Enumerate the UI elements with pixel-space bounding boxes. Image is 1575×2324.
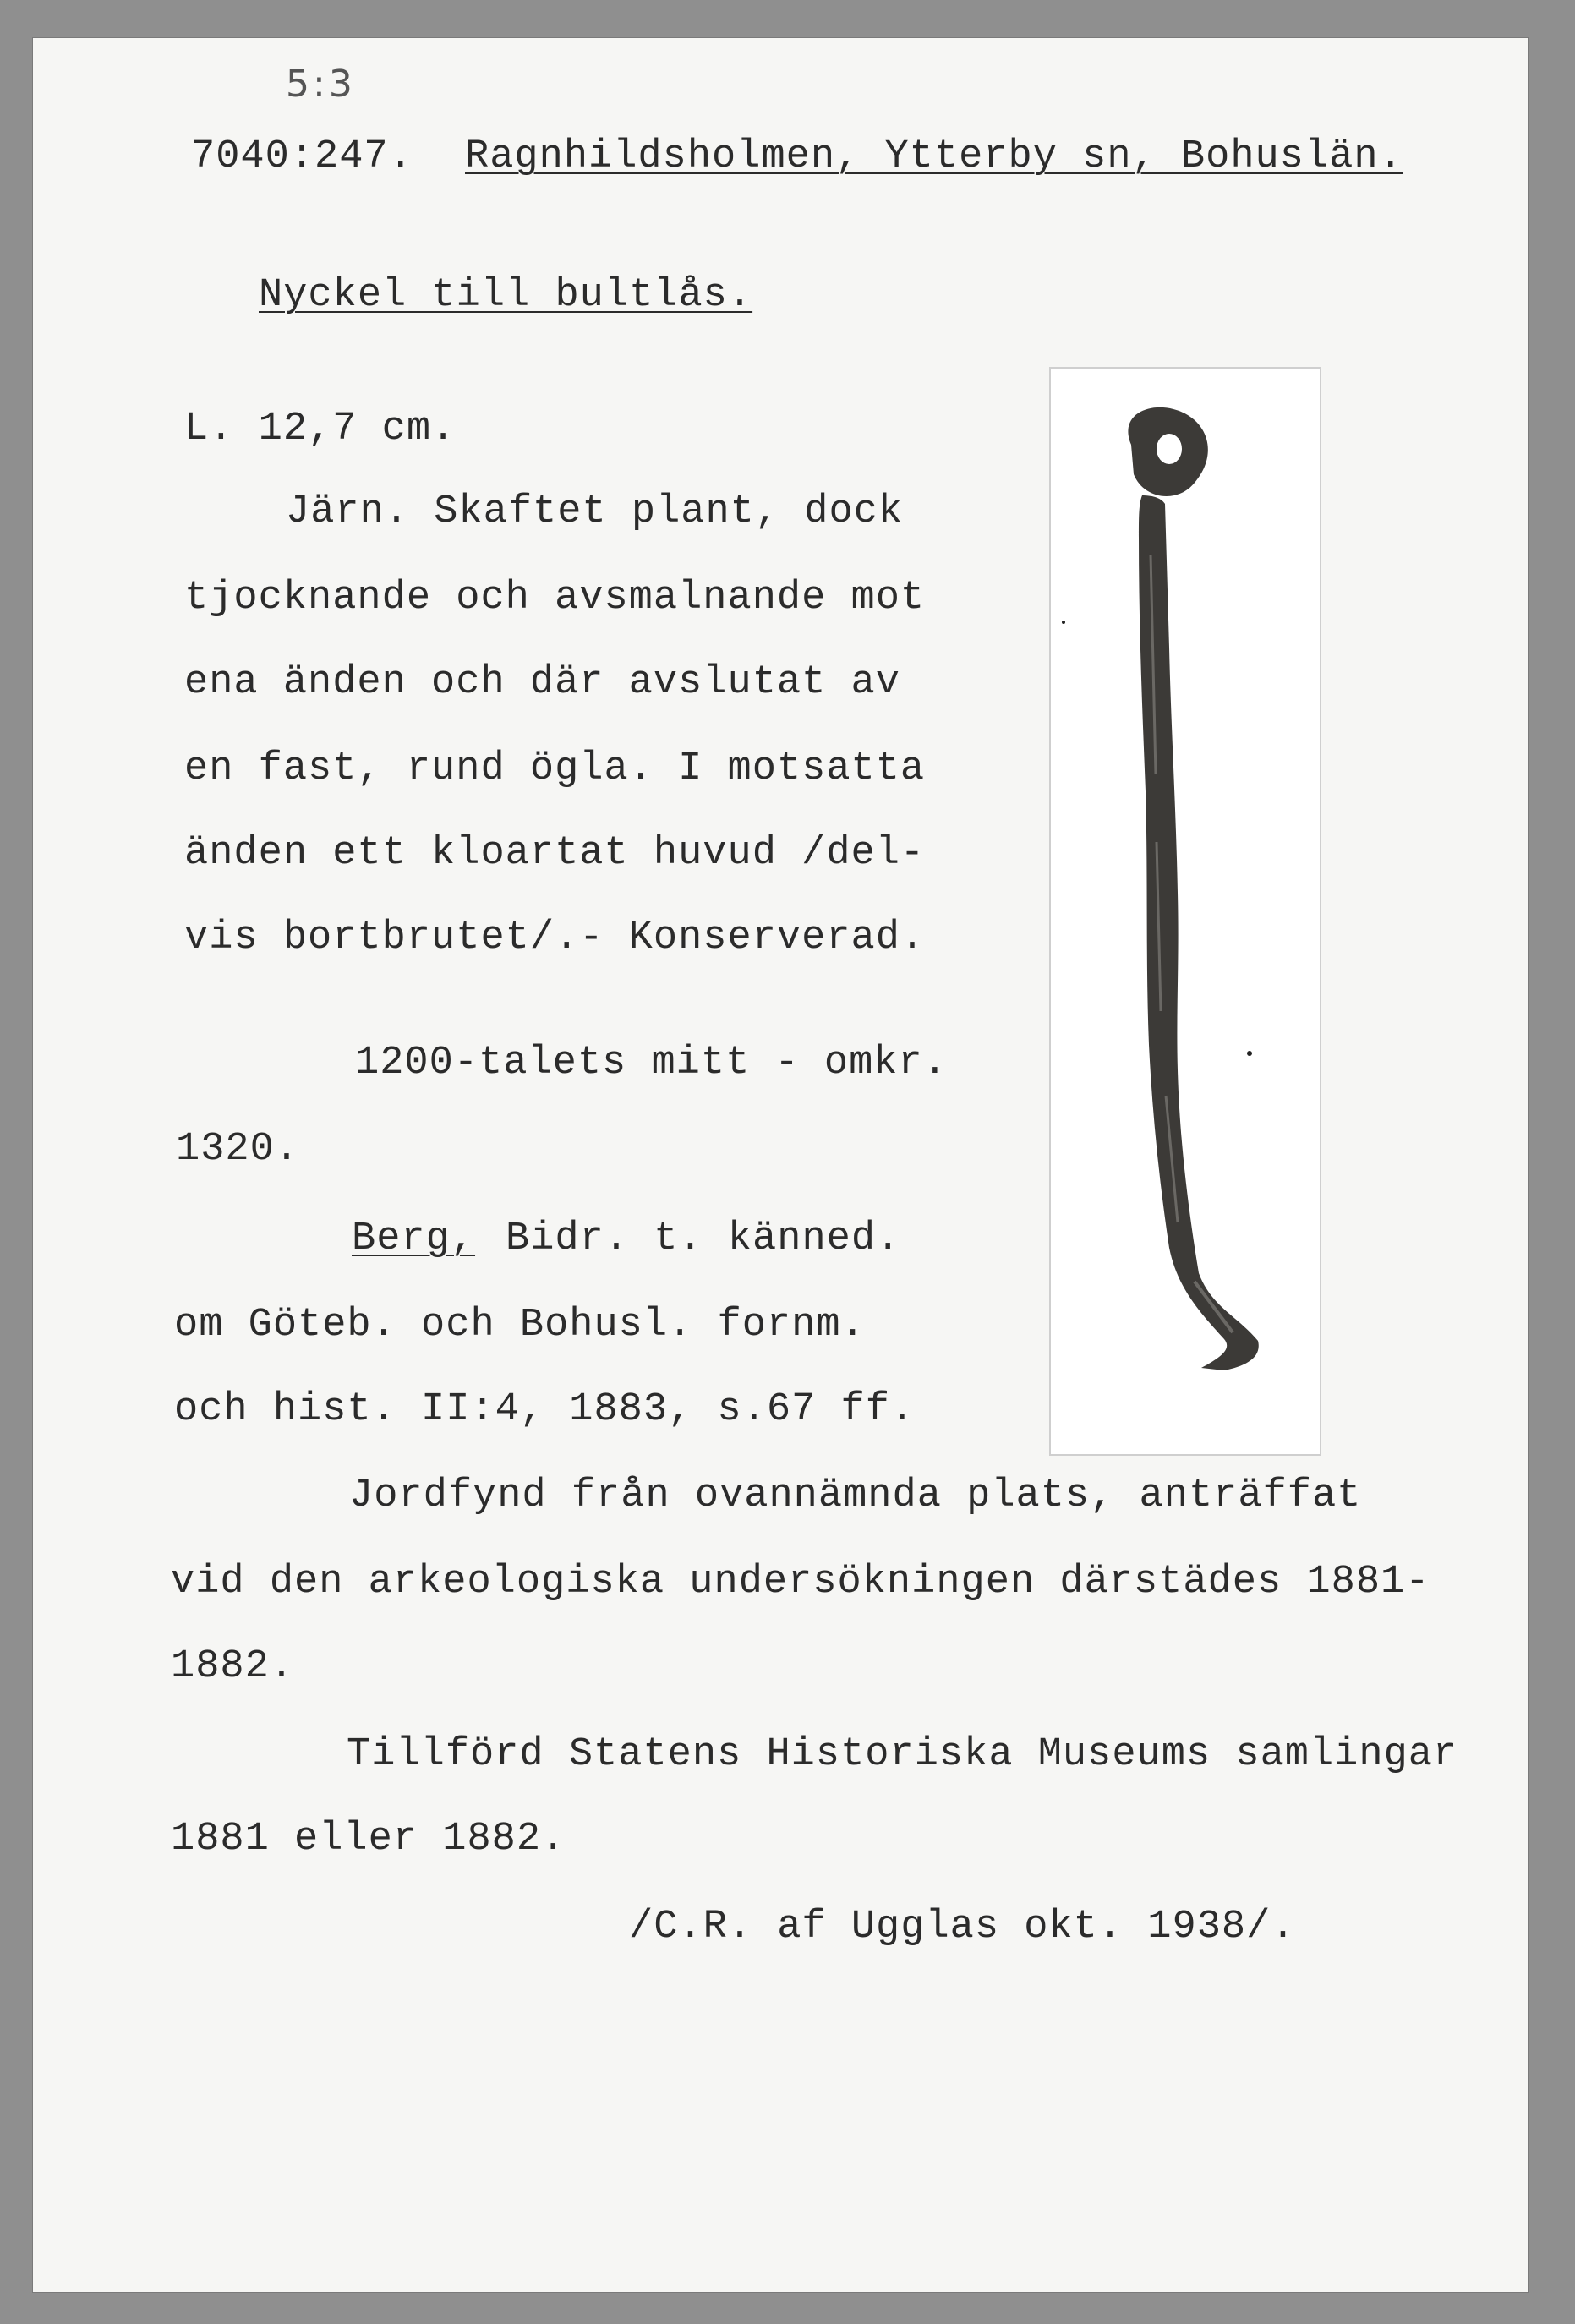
- description-line: Järn. Skaftet plant, dock: [286, 489, 904, 534]
- find-context-line: 1882.: [171, 1644, 295, 1689]
- description-line: vis bortbrutet/.- Konserverad.: [184, 916, 926, 960]
- length-measure: L. 12,7 cm.: [184, 407, 457, 451]
- find-location: Ragnhildsholmen, Ytterby sn, Bohuslän.: [465, 134, 1403, 179]
- handwritten-mark: 5:3: [286, 63, 356, 106]
- description-line: tjocknande och avsmalnande mot: [184, 576, 926, 621]
- acquisition-line: Tillförd Statens Historiska Museums samlingar: [347, 1732, 1458, 1777]
- dating-line: 1200-talets mitt - omkr.: [355, 1041, 948, 1085]
- acquisition-line: 1881 eller 1882.: [171, 1817, 566, 1862]
- reference-author: Berg,: [352, 1217, 476, 1261]
- description-line: änden ett kloartat huvud /del-: [184, 831, 926, 876]
- iron-key-photo-icon: [1051, 369, 1320, 1454]
- reference-line: och hist. II:4, 1883, s.67 ff.: [174, 1387, 916, 1432]
- description-line: ena änden och där avslutat av: [184, 660, 900, 705]
- description-line: en fast, rund ögla. I motsatta: [184, 746, 926, 791]
- dating-line: 1320.: [176, 1127, 300, 1172]
- object-title: Nyckel till bultlås.: [259, 273, 753, 318]
- reference-text: Bidr. t. känned.: [506, 1217, 901, 1261]
- object-photo: [1049, 367, 1321, 1456]
- catalog-number: 7040:247.: [191, 134, 413, 179]
- signature: /C.R. af Ugglas okt. 1938/.: [629, 1905, 1296, 1949]
- reference-line: om Göteb. och Bohusl. fornm.: [174, 1303, 866, 1348]
- catalog-card: [32, 37, 1529, 2293]
- find-context-line: Jordfynd från ovannämnda plats, anträffat: [349, 1474, 1362, 1518]
- find-context-line: vid den arkeologiska undersökningen därstädes 1881-: [171, 1560, 1430, 1605]
